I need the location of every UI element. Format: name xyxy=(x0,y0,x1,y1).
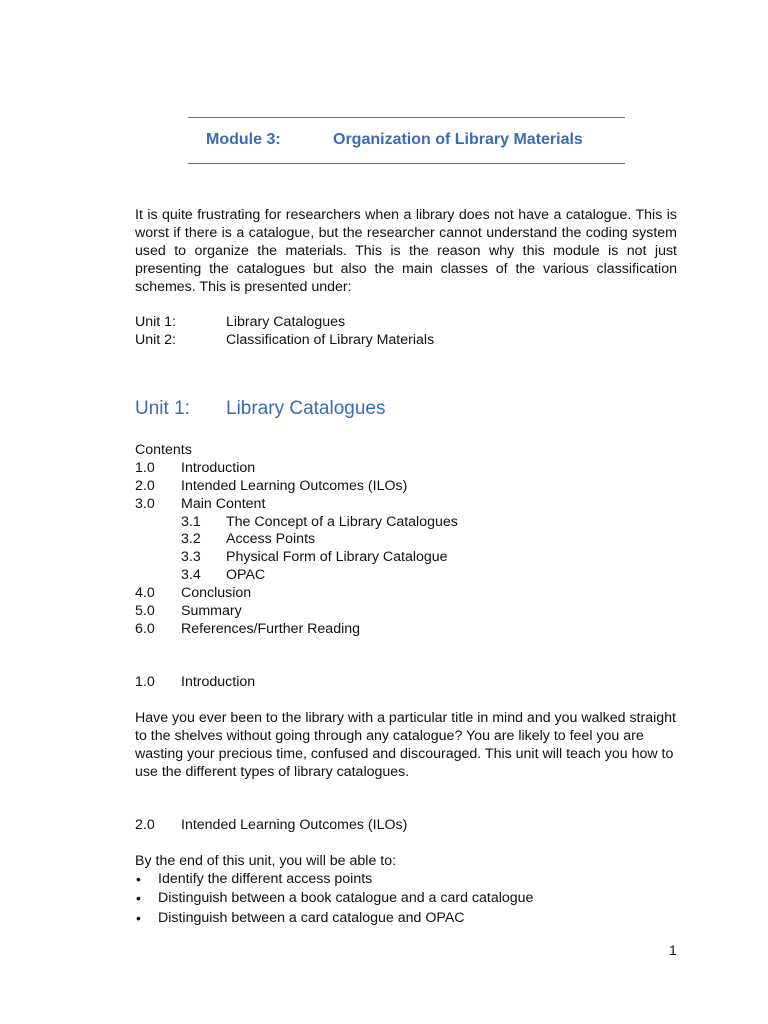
ilo-bullet-item: Distinguish between a card catalogue and OPAC xyxy=(158,910,465,926)
contents-item-label: Intended Learning Outcomes (ILOs) xyxy=(181,478,408,494)
module-title: Organization of Library Materials xyxy=(333,131,583,148)
contents-subitem-label: OPAC xyxy=(226,567,266,583)
section-ilos-title: Intended Learning Outcomes (ILOs) xyxy=(181,817,408,833)
section-introduction-number: 1.0 xyxy=(135,674,155,690)
contents-item-number: 3.0 xyxy=(135,496,155,512)
bullet-icon: • xyxy=(136,890,141,906)
contents-subitem-label: The Concept of a Library Catalogues xyxy=(226,514,458,530)
bullet-icon: • xyxy=(136,910,141,926)
contents-item-number: 6.0 xyxy=(135,621,155,637)
bullet-icon: • xyxy=(136,871,141,887)
unit-2-title: Classification of Library Materials xyxy=(226,332,435,348)
ilos-lead: By the end of this unit, you will be able to: xyxy=(135,853,397,869)
contents-heading: Contents xyxy=(135,442,192,458)
contents-subitem-number: 3.4 xyxy=(181,567,201,583)
module-label: Module 3: xyxy=(206,131,281,148)
contents-subitem-number: 3.1 xyxy=(181,514,201,530)
contents-item-label: Conclusion xyxy=(181,585,252,601)
contents-item-number: 2.0 xyxy=(135,478,155,494)
introduction-paragraph: Have you ever been to the library with a particular title in mind and you walked straight to the shelves without going through any catalogue? You are likely to feel you are wasting your precious time, confused and discouraged. This unit will teach you how to use the different types of library catalogues. xyxy=(135,710,676,780)
intro-paragraph: It is quite frustrating for researchers when a library does not have a catalogue. This is worst if there is a catalogue, but the researcher cannot understand the coding system used to organize the materials. This is the reason why this module is not just presenting the catalogues but also the main classes of the various classification schemes. This is presented under: xyxy=(135,207,677,295)
contents-subitem-number: 3.2 xyxy=(181,531,201,547)
contents-subitem-label: Access Points xyxy=(226,531,316,547)
contents-subitem-number: 3.3 xyxy=(181,549,201,565)
ilo-bullet-item: Distinguish between a book catalogue and a card catalogue xyxy=(158,890,534,906)
ilo-bullet-item: Identify the different access points xyxy=(158,871,373,887)
bottom-rule xyxy=(188,163,625,164)
contents-item-label: Introduction xyxy=(181,460,256,476)
top-rule xyxy=(188,117,625,118)
unit-1-title: Library Catalogues xyxy=(226,314,346,330)
unit-1-number: Unit 1: xyxy=(135,314,177,330)
unit-heading-title: Library Catalogues xyxy=(226,398,386,419)
page-number: 1 xyxy=(669,942,677,958)
contents-item-label: Main Content xyxy=(181,496,266,512)
contents-subitem-label: Physical Form of Library Catalogue xyxy=(226,549,448,565)
unit-heading-number: Unit 1: xyxy=(135,398,190,419)
contents-item-number: 1.0 xyxy=(135,460,155,476)
contents-item-number: 4.0 xyxy=(135,585,155,601)
section-ilos-number: 2.0 xyxy=(135,817,155,833)
contents-item-label: Summary xyxy=(181,603,242,619)
contents-item-number: 5.0 xyxy=(135,603,155,619)
contents-item-label: References/Further Reading xyxy=(181,621,361,637)
section-introduction-title: Introduction xyxy=(181,674,256,690)
unit-2-number: Unit 2: xyxy=(135,332,177,348)
